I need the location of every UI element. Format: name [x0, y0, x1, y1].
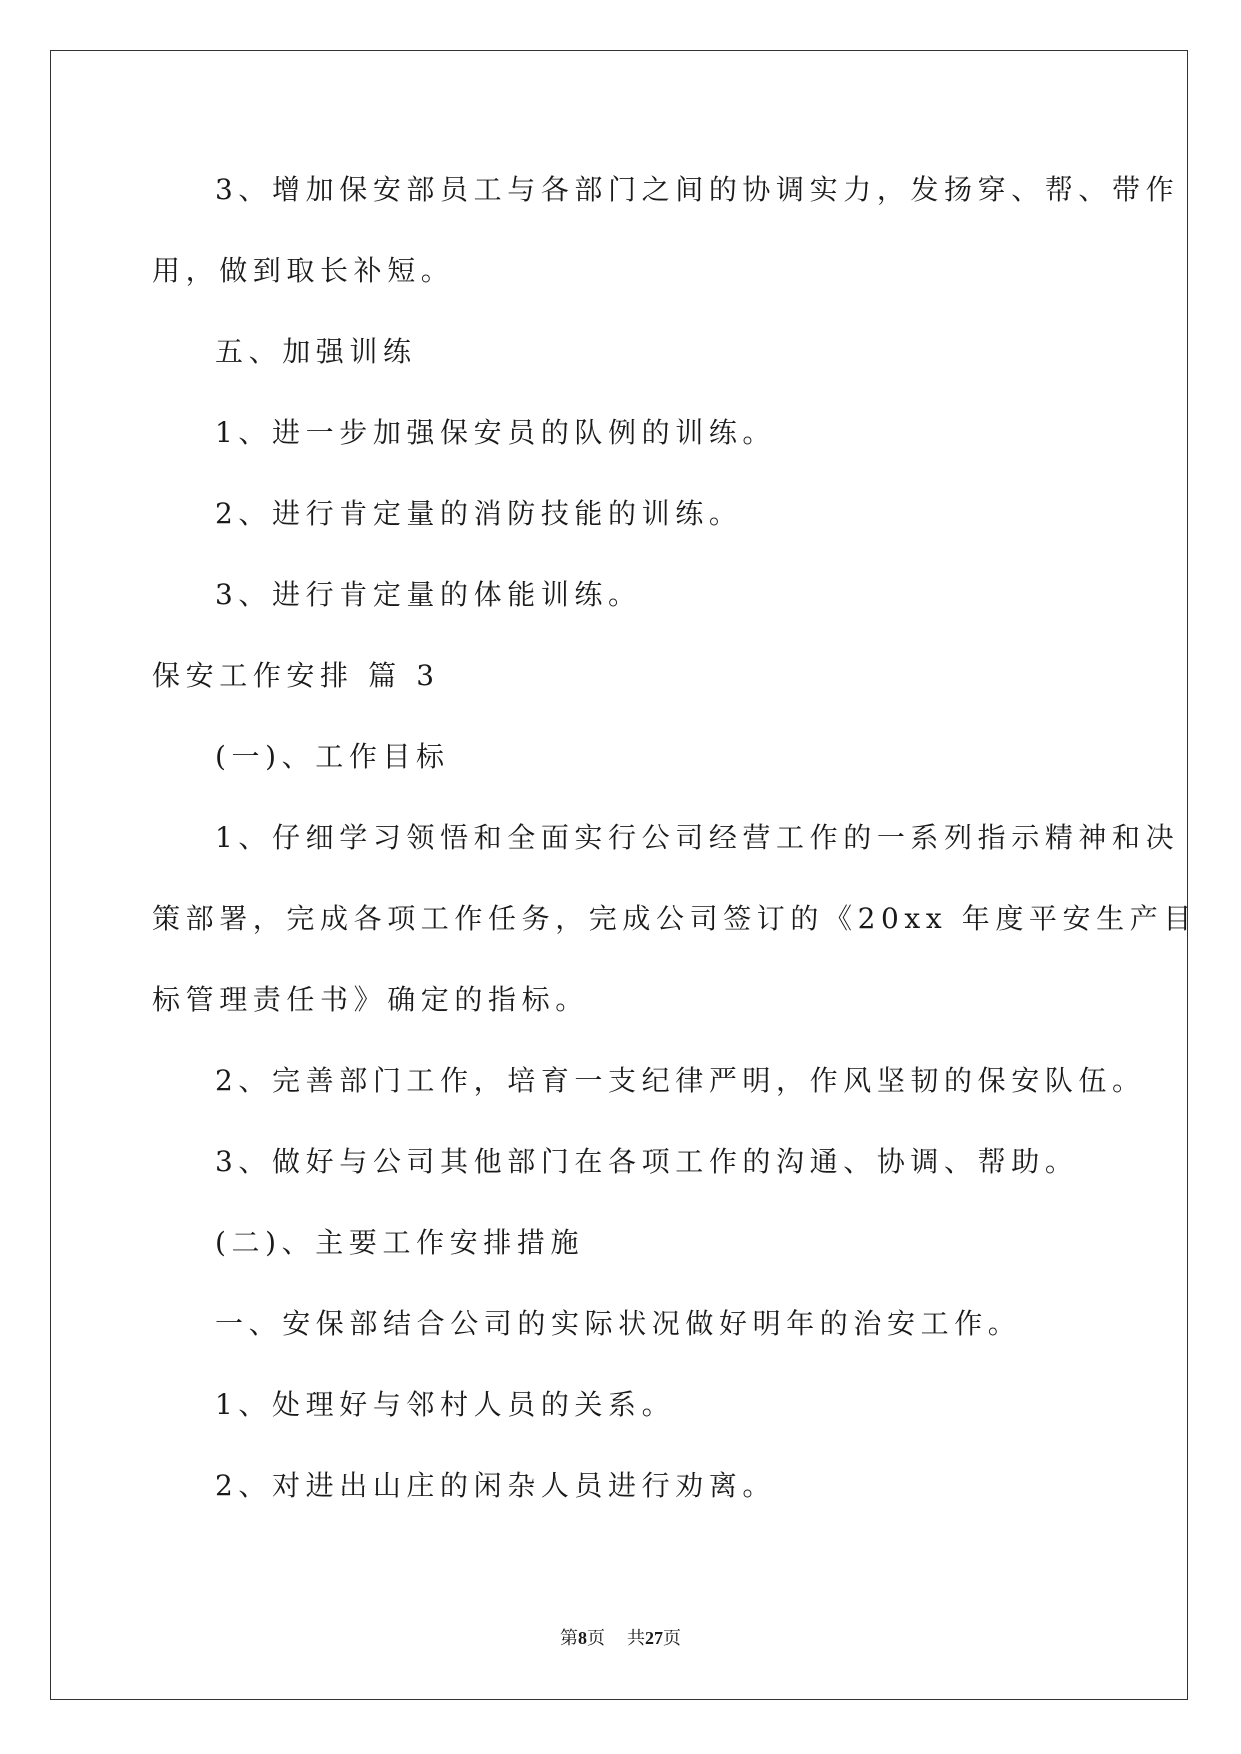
page-label-prefix: 第: [560, 1628, 578, 1648]
total-label-suffix: 页: [663, 1628, 681, 1648]
section-heading: 五、加强训练: [215, 335, 417, 368]
paragraph-line: 一、安保部结合公司的实际状况做好明年的治安工作。: [215, 1307, 1022, 1340]
total-label-prefix: 共: [627, 1628, 645, 1648]
paragraph-line: 策部署，完成各项工作任务，完成公司签订的《20xx 年度平安生产目: [152, 902, 1197, 935]
paragraph-line: 1、处理好与邻村人员的关系。: [215, 1388, 676, 1421]
page-label-suffix: 页: [587, 1628, 605, 1648]
paragraph-line: 1、仔细学习领悟和全面实行公司经营工作的一系列指示精神和决: [215, 821, 1180, 854]
paragraph-line: 2、完善部门工作，培育一支纪律严明，作风坚韧的保安队伍。: [215, 1064, 1146, 1097]
page-border: [50, 50, 1188, 1700]
paragraph-line: 3、做好与公司其他部门在各项工作的沟通、协调、帮助。: [215, 1145, 1079, 1178]
paragraph-line: 2、进行肯定量的消防技能的训练。: [215, 497, 743, 530]
total-pages: 27: [645, 1628, 663, 1648]
article-title: 保安工作安排 篇 3: [152, 659, 440, 692]
paragraph-line: 3、增加保安部员工与各部门之间的协调实力，发扬穿、帮、带作: [215, 173, 1180, 206]
paragraph-line: 2、对进出山庄的闲杂人员进行劝离。: [215, 1469, 777, 1502]
page-footer: [0, 1624, 1241, 1650]
paragraph-line: 3、进行肯定量的体能训练。: [215, 578, 642, 611]
page-number: 8: [578, 1628, 587, 1648]
section-heading: (一)、工作目标: [215, 740, 450, 773]
paragraph-line: 1、进一步加强保安员的队例的训练。: [215, 416, 777, 449]
section-heading: (二)、主要工作安排措施: [215, 1226, 585, 1259]
paragraph-line: 标管理责任书》确定的指标。: [152, 983, 589, 1016]
paragraph-line: 用，做到取长补短。: [152, 254, 455, 287]
